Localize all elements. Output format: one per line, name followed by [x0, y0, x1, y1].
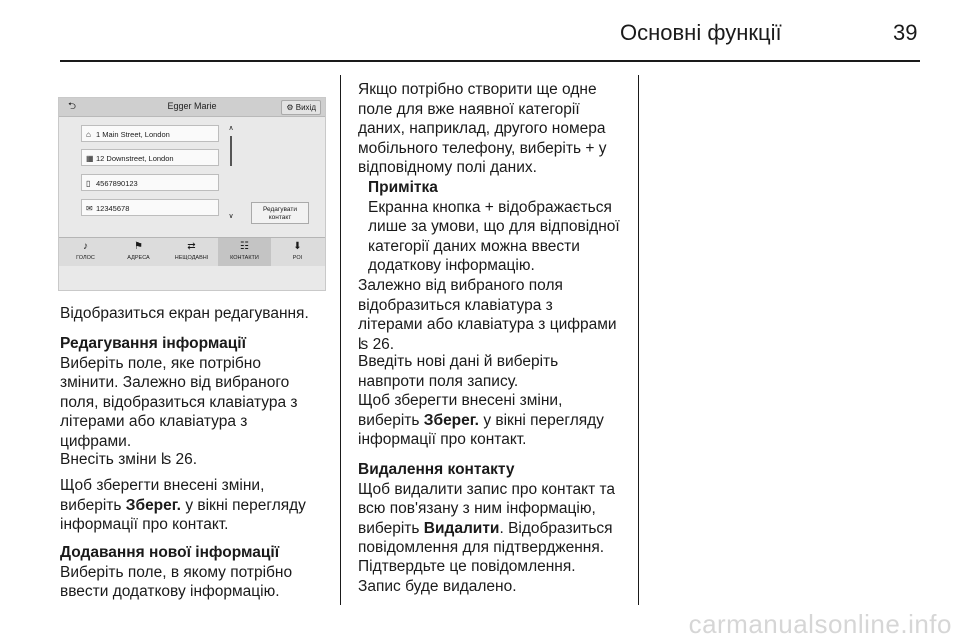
text-line: змінити. Залежно від вибраного — [60, 374, 290, 391]
bold-term: Зберег. — [423, 411, 479, 429]
scroll-thumb — [230, 136, 232, 166]
text-line: Залежно від вибраного поля — [358, 277, 563, 294]
poi-icon: ⬇ — [293, 241, 302, 252]
tab-contacts — [218, 238, 271, 266]
header-divider — [60, 60, 920, 62]
field-value: 4567890123 — [96, 179, 138, 188]
screen-title: Egger Marie — [167, 101, 217, 111]
text-span: Внесіть зміни — [60, 451, 157, 468]
tab-recent — [165, 238, 218, 266]
building-icon: ▦ — [86, 154, 94, 163]
contacts-icon: ☷ — [240, 241, 249, 252]
text-line: поля, відобразиться клавіатура з — [60, 393, 298, 411]
text-line: літерами або клавіатура з — [60, 413, 248, 430]
text-line: мобільного телефону, виберіть + у — [358, 139, 607, 157]
flag-icon: ⚑ — [134, 241, 143, 252]
fax-icon: ✉ — [86, 204, 93, 213]
home-icon: ⌂ — [86, 130, 91, 139]
scrollbar — [227, 124, 235, 220]
text-span: виберіть — [358, 519, 420, 537]
text-line: даних, наприклад, другого номера — [358, 120, 606, 137]
tab-label: НЕЩОДАВНІ — [174, 255, 209, 261]
text-span: . Відобразиться — [499, 519, 613, 537]
text-line: цифрами. — [60, 432, 132, 450]
text-line: навпроти поля запису. — [358, 372, 519, 390]
phone-icon: ▯ — [86, 179, 91, 188]
contact-field-row — [81, 125, 219, 142]
text-span: виберіть — [358, 411, 420, 429]
contact-edit-screenshot — [58, 97, 326, 291]
column-divider — [340, 75, 341, 605]
paragraph — [358, 391, 604, 450]
text-line: Виберіть поле, в якому потрібно — [60, 563, 293, 581]
bottom-tab-bar — [59, 237, 325, 266]
column-divider — [638, 75, 639, 605]
tab-label: POI — [292, 255, 303, 261]
paragraph — [358, 557, 576, 596]
contact-field-row — [81, 199, 219, 216]
screen-title-bar — [59, 98, 325, 117]
paragraph — [358, 352, 558, 391]
chevron-up-icon: ∧ — [228, 125, 234, 132]
edit-button-line1: Редагувати — [262, 206, 297, 213]
text-line: Введіть нові дані й виберіть — [358, 353, 559, 370]
text-line: Виберіть поле, яке потрібно — [60, 354, 261, 372]
tab-label: АДРЕСА — [127, 255, 150, 261]
bold-term: Зберег. — [125, 496, 181, 514]
note-block — [368, 178, 620, 276]
text-line: літерами або клавіатура з цифрами — [358, 316, 617, 333]
contact-field-row — [81, 149, 219, 166]
edit-contact-button — [251, 202, 309, 224]
tab-label: КОНТАКТИ — [230, 255, 259, 261]
edit-button-line2: контакт — [268, 214, 292, 221]
paragraph — [60, 476, 306, 535]
text-line: Щоб видалити запис про контакт та — [358, 480, 616, 498]
exit-label: Вихід — [295, 103, 316, 112]
text-span: у вікні перегляду — [483, 411, 604, 429]
exit-button: ⚙ Вихід — [281, 100, 321, 115]
text-line: Якщо потрібно створити ще одне — [358, 81, 597, 98]
bold-term: Видалити — [423, 519, 500, 537]
section-heading: Видалення контакту — [358, 461, 515, 478]
text-line: інформації про контакт. — [358, 431, 527, 448]
note-heading: Примітка — [368, 179, 438, 196]
field-value: 12345678 — [96, 204, 130, 213]
field-value: 12 Downstreet, London — [96, 154, 174, 163]
tab-label: ГОЛОС — [76, 255, 95, 261]
text-line: інформації про контакт. — [60, 516, 229, 533]
chevron-down-icon: ∨ — [228, 213, 234, 220]
tab-address — [112, 238, 165, 266]
section-heading: Додавання нової інформації — [60, 544, 280, 561]
text-span: виберіть — [60, 496, 122, 514]
voice-icon: ♪ — [83, 241, 88, 252]
text-line: поле для вже наявної категорії — [358, 100, 580, 118]
text-line: додаткову інформацію. — [368, 257, 535, 274]
text-line: всю пов'язану з ним інформацію, — [358, 500, 596, 517]
text-line: категорії даних можна ввести — [368, 237, 580, 255]
tab-voice — [59, 238, 112, 266]
text-line: відповідному полі даних. — [358, 159, 537, 176]
watermark: carmanualsonline.info — [688, 609, 952, 639]
paragraph — [60, 450, 197, 470]
section-edit — [60, 334, 297, 451]
section-add — [60, 543, 292, 602]
page-ref-icon: ʪ — [160, 451, 172, 468]
page-ref: 26. — [175, 451, 198, 468]
text-line: лише за умови, що для відповідної — [368, 218, 620, 235]
text-span: у вікні перегляду — [185, 496, 306, 514]
paragraph — [358, 276, 617, 354]
page-ref: 26. — [372, 335, 395, 353]
contact-field-row — [81, 174, 219, 191]
text-line: Відобразиться екран редагування. — [60, 305, 309, 322]
back-icon: ⮌ — [67, 101, 76, 112]
field-value: 1 Main Street, London — [96, 130, 170, 139]
section-delete — [358, 460, 615, 558]
section-heading: Редагування інформації — [60, 335, 246, 352]
text-line: ввести додаткову інформацію. — [60, 583, 280, 600]
text-line: Підтвердьте це повідомлення. — [358, 558, 576, 575]
text-line: Щоб зберегти внесені зміни, — [358, 392, 563, 409]
text-line: Екранна кнопка + відображається — [368, 198, 612, 216]
page-header-title: Основні функції — [620, 20, 782, 45]
text-line: повідомлення для підтвердження. — [358, 539, 605, 556]
page-number: 39 — [893, 20, 918, 45]
text-line: Щоб зберегти внесені зміни, — [60, 477, 265, 494]
tab-poi — [271, 238, 324, 266]
text-line: Запис буде видалено. — [358, 577, 517, 595]
paragraph — [60, 304, 309, 324]
recent-icon: ⇄ — [187, 241, 196, 252]
text-line: відобразиться клавіатура з — [358, 296, 553, 314]
paragraph — [358, 80, 606, 178]
page-ref-icon: ʪ — [358, 335, 369, 353]
